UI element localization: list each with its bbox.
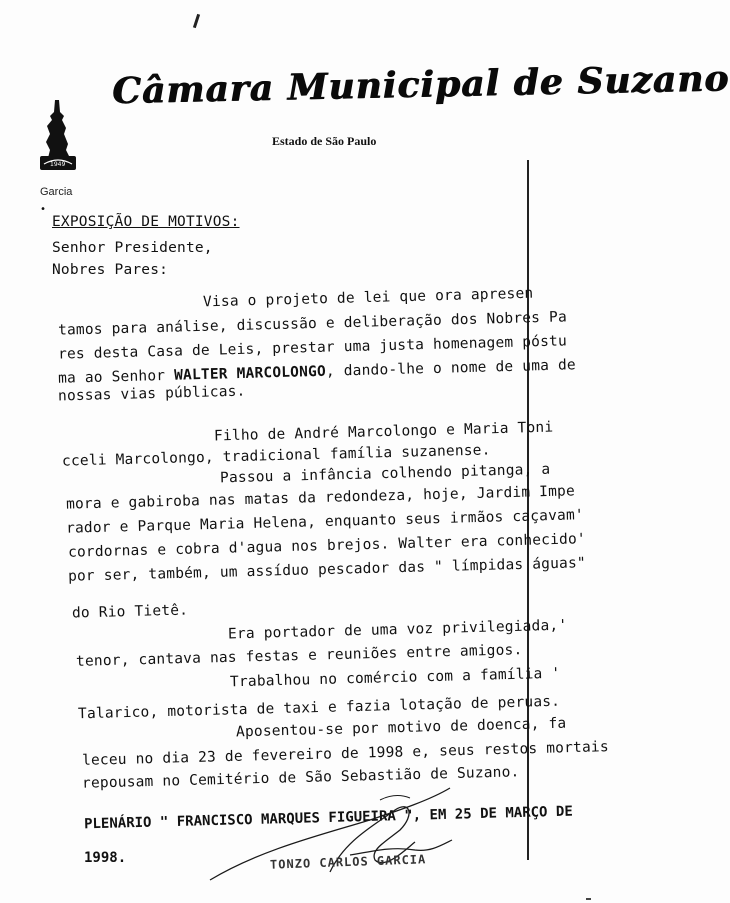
signer-name: TONZO CARLOS GARCIA bbox=[269, 852, 427, 872]
body-line-7: cceli Marcolongo, tradicional família suzanense. bbox=[61, 442, 491, 470]
body-line-13: do Rio Tietê. bbox=[71, 602, 189, 622]
body-line-6: Filho de André Marcolongo e Maria Toni bbox=[213, 419, 554, 445]
header-subtitle: Estado de São Paulo bbox=[272, 134, 377, 148]
header-bullet: • bbox=[40, 204, 47, 215]
plenary-line: PLENÁRIO " FRANCISCO MARQUES FIGUEIRA ", EM 25 DE MARÇO DE bbox=[83, 803, 574, 833]
body-line-20: repousam no Cemitério de São Sebastião de Suzano. bbox=[81, 764, 520, 792]
honoree-name: WALTER MARCOLONGO bbox=[173, 363, 327, 384]
stray-dot-mark bbox=[586, 898, 591, 900]
body-line-19: leceu no dia 23 de fevereiro de 1998 e, seus restos mortais bbox=[81, 739, 609, 769]
body-line-2: tamos para análise, discussão e deliberação dos Nobres Pa bbox=[57, 309, 568, 339]
body-line-14: Era portador de uma voz privilegiada,' bbox=[227, 617, 568, 643]
body-line-12: por ser, também, um assíduo pescador das " límpidas águas" bbox=[67, 555, 587, 585]
header-name-fragment: Garcia bbox=[40, 186, 73, 198]
crest-year: 1949 bbox=[50, 161, 66, 168]
body-line-10: rador e Parque Maria Helena, enquanto seus irmãos caçavam' bbox=[65, 507, 585, 537]
body-line-5: nossas vias públicas. bbox=[57, 383, 246, 405]
salutation-peers: Nobres Pares: bbox=[52, 262, 169, 278]
body-line-1: Visa o projeto de lei que ora apresen bbox=[202, 285, 534, 311]
body-line-9: mora e gabiroba nas matas da redondeza, hoje, Jardim Impe bbox=[65, 483, 576, 513]
body-line-4: ma ao Senhor WALTER MARCOLONGO, dando-lhe o nome de uma de bbox=[57, 357, 577, 387]
salutation-president: Senhor Presidente, bbox=[52, 240, 213, 256]
stray-pen-mark bbox=[193, 14, 200, 28]
body-line-17: Talarico, motorista de taxi e fazia lotação de peruas. bbox=[77, 693, 561, 723]
plenary-year: 1998. bbox=[84, 850, 127, 866]
body-line-16: Trabalhou no comércio com a família ' bbox=[229, 665, 561, 691]
body-line-18: Aposentou-se por motivo de doenca, fa bbox=[235, 715, 567, 741]
body-line-11: cordornas e cobra d'agua nos brejos. Walter era conhecido' bbox=[67, 531, 587, 561]
municipal-crest-icon bbox=[38, 98, 76, 172]
body-line-15: tenor, cantava nas festas e reuniões entre amigos. bbox=[75, 642, 523, 670]
section-heading: EXPOSIÇÃO DE MOTIVOS: bbox=[52, 214, 240, 230]
body-line-8: Passou a infância colhendo pitanga, a bbox=[219, 461, 551, 487]
header-title: Câmara Municipal de Suzano bbox=[111, 57, 730, 113]
body-line-3: res desta Casa de Leis, prestar uma justa homenagem póstu bbox=[57, 333, 568, 363]
